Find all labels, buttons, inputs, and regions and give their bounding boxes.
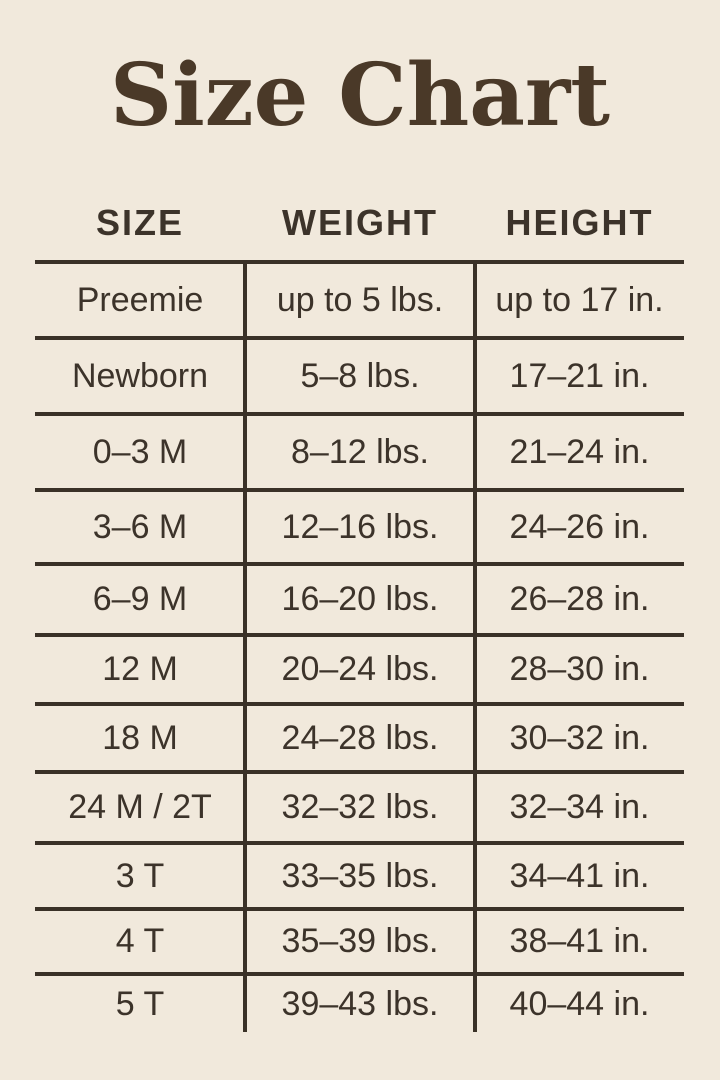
height-cell: 24–26 in.: [509, 507, 650, 546]
size-cell: 4 T: [115, 922, 165, 960]
weight-cell: 35–39 lbs.: [281, 922, 439, 960]
height-cell: 28–30 in.: [509, 650, 650, 688]
height-cell: up to 17 in.: [495, 280, 664, 319]
size-cell: 5 T: [115, 984, 165, 1023]
weight-cell: 20–24 lbs.: [281, 650, 439, 688]
size-chart-table: [35, 186, 684, 1032]
column-header-size: SIZE: [95, 202, 184, 243]
weight-cell: up to 5 lbs.: [276, 280, 444, 319]
column-divider-2: [473, 260, 477, 1032]
table-row: [35, 562, 684, 633]
height-cell: 38–41 in.: [509, 922, 650, 960]
size-cell: 24 M / 2T: [68, 788, 212, 826]
weight-cell: 33–35 lbs.: [281, 856, 439, 895]
column-header-weight: WEIGHT: [282, 202, 438, 243]
weight-cell: 32–32 lbs.: [281, 788, 439, 826]
table-row: [35, 412, 684, 488]
weight-cell: 12–16 lbs.: [281, 507, 439, 546]
table-row: [35, 972, 684, 1032]
size-cell: 0–3 M: [92, 432, 188, 471]
table-row: [35, 633, 684, 702]
size-cell: Newborn: [71, 356, 209, 395]
table-header-row: [35, 186, 684, 260]
height-cell: 17–21 in.: [509, 356, 650, 395]
height-cell: 34–41 in.: [509, 856, 650, 895]
weight-cell: 8–12 lbs.: [291, 432, 429, 471]
height-cell: 30–32 in.: [509, 718, 650, 757]
table-row: [35, 841, 684, 907]
table-row: [35, 907, 684, 972]
table-row: [35, 488, 684, 562]
height-cell: 21–24 in.: [509, 432, 650, 471]
weight-cell: 39–43 lbs.: [281, 984, 439, 1023]
size-cell: 6–9 M: [92, 580, 188, 618]
table-row: [35, 770, 684, 841]
page-title: Size Chart: [109, 45, 610, 146]
height-cell: 40–44 in.: [509, 984, 650, 1023]
column-header-height: HEIGHT: [505, 202, 654, 243]
weight-cell: 16–20 lbs.: [281, 580, 439, 618]
table-body: [35, 260, 684, 1032]
table-row: [35, 336, 684, 412]
size-cell: 18 M: [102, 718, 178, 757]
table-row: [35, 260, 684, 336]
size-cell: 3 T: [115, 856, 165, 895]
height-cell: 32–34 in.: [509, 788, 650, 826]
table-row: [35, 702, 684, 770]
size-cell: Preemie: [76, 280, 204, 319]
height-cell: 26–28 in.: [509, 580, 650, 618]
weight-cell: 5–8 lbs.: [300, 356, 420, 395]
size-cell: 3–6 M: [92, 507, 188, 546]
column-divider-1: [243, 260, 247, 1032]
table-rows: [35, 260, 684, 1032]
size-cell: 12 M: [102, 650, 178, 688]
weight-cell: 24–28 lbs.: [281, 718, 439, 757]
